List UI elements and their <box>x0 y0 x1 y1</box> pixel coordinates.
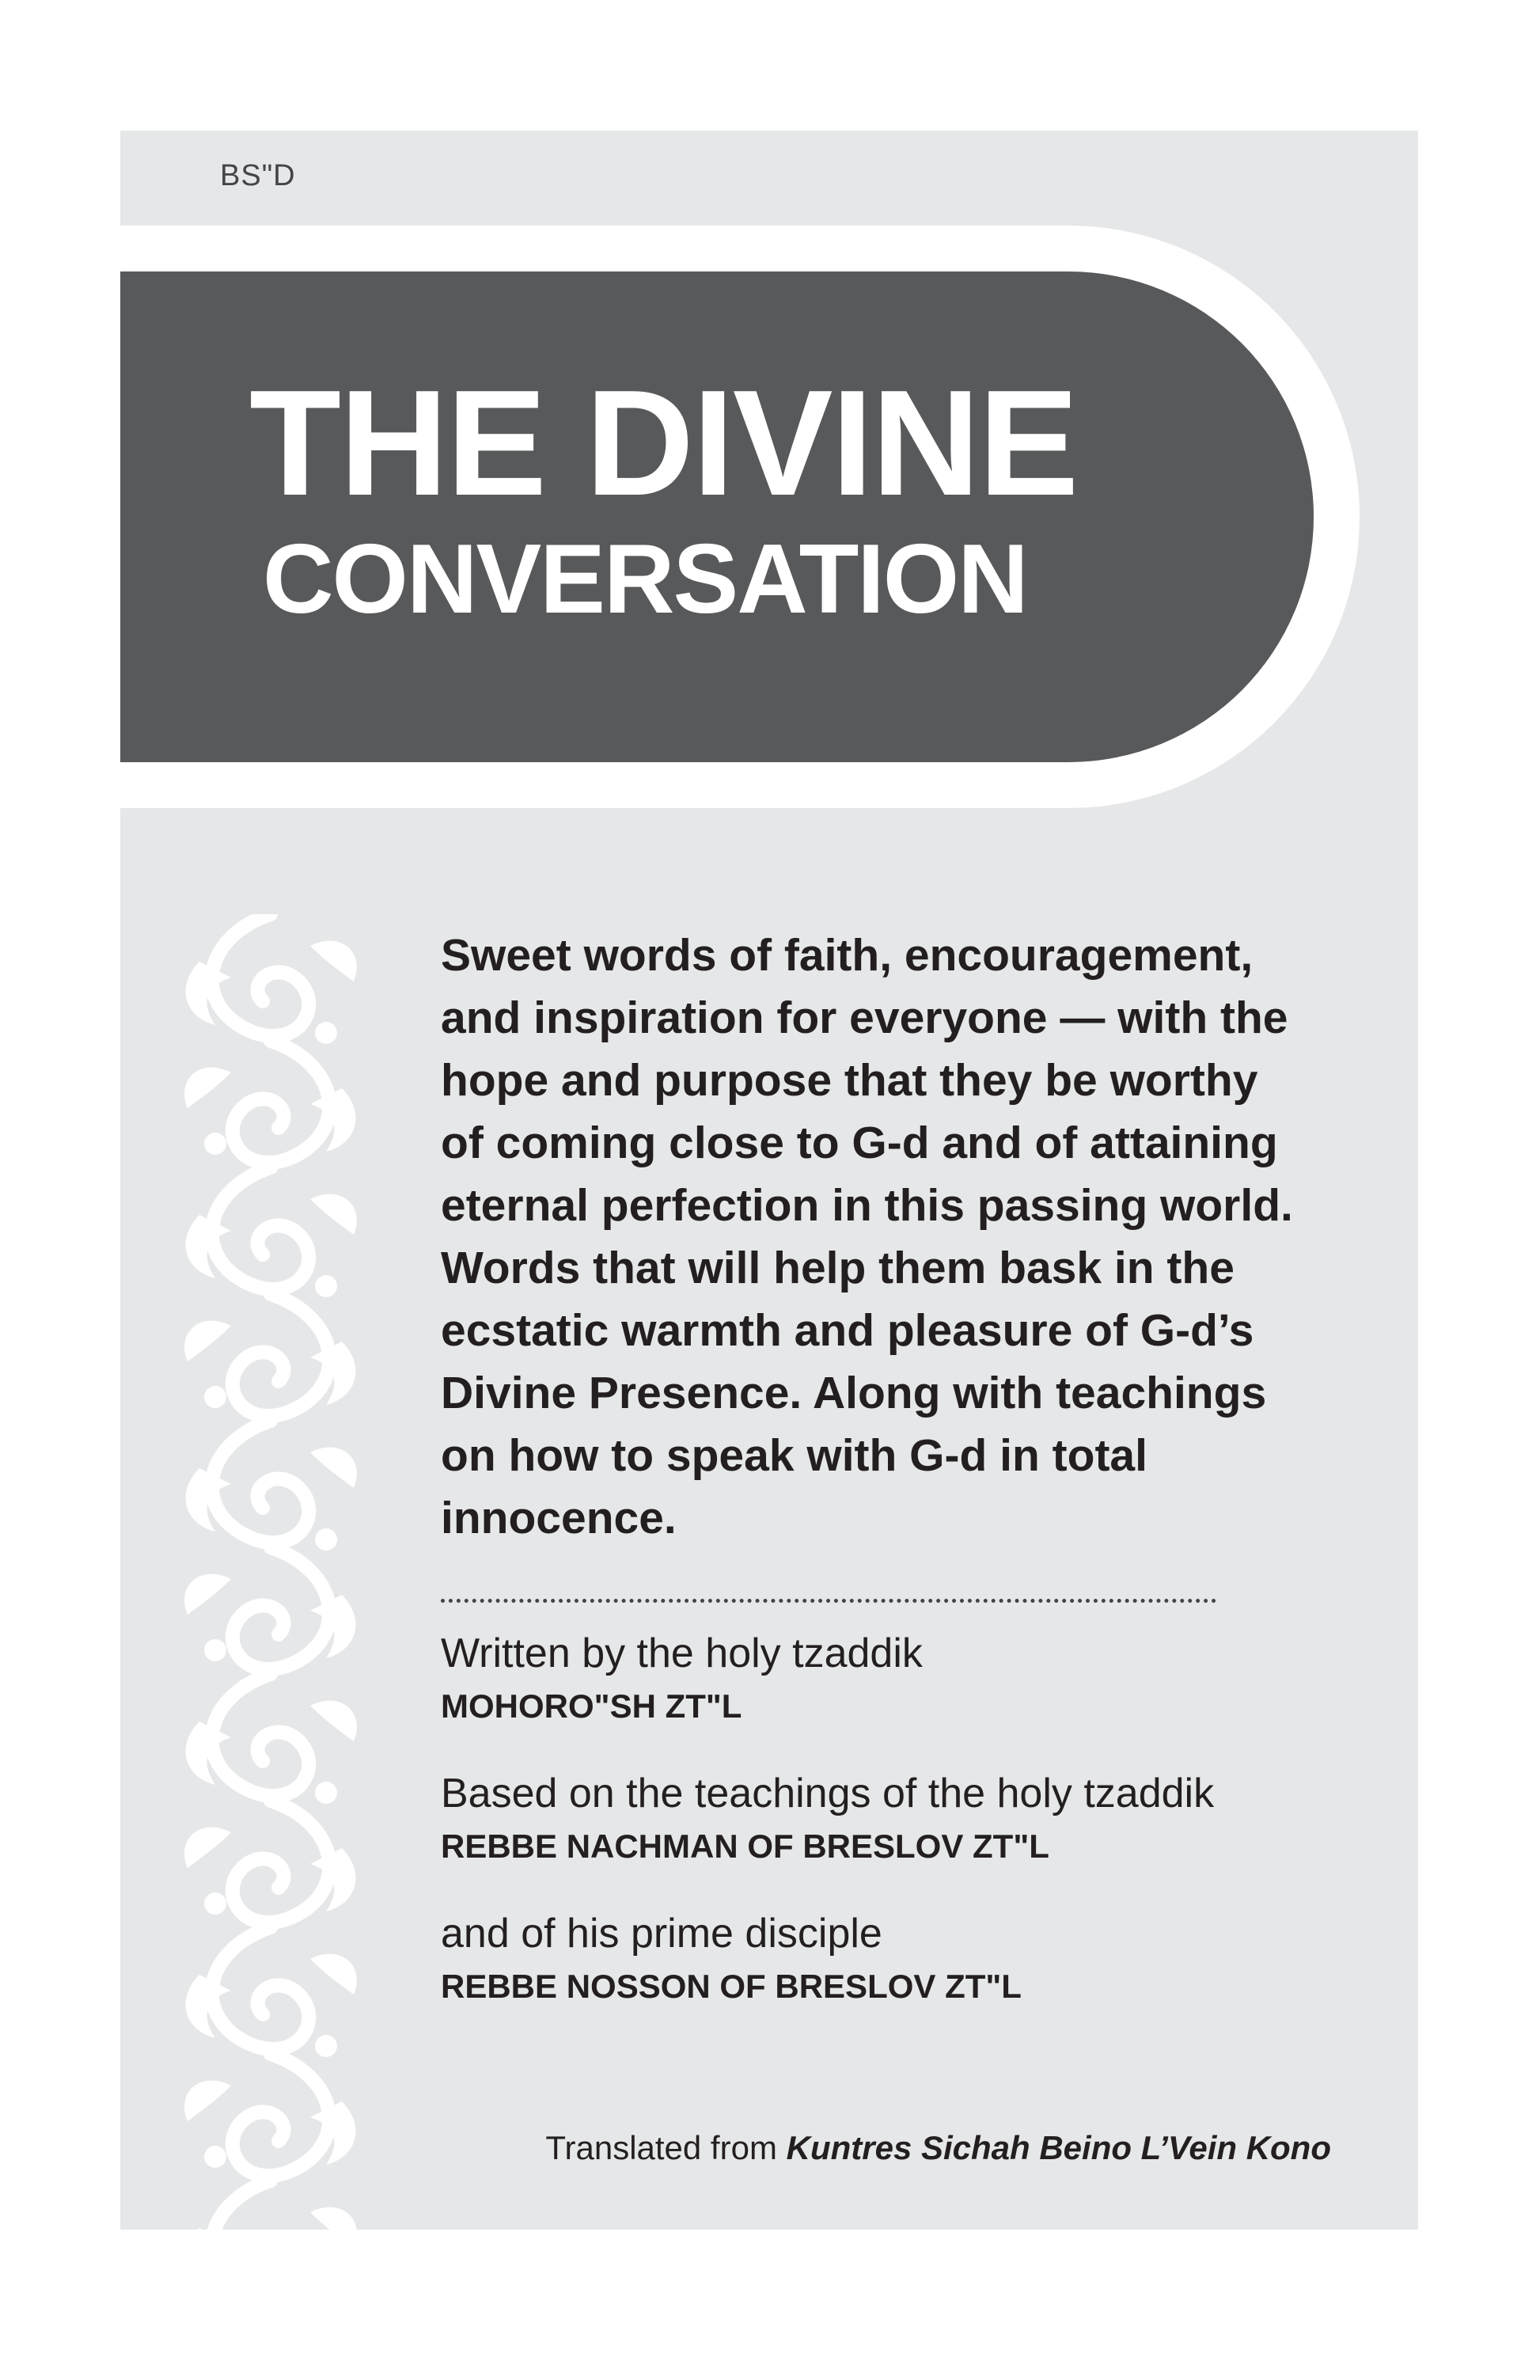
dotted-divider <box>441 1599 1216 1603</box>
book-title: THE DIVINE <box>249 359 1078 527</box>
author-name: MOHORO"SH ZT"L <box>441 1687 742 1725</box>
disciple-name: REBBE NOSSON OF BRESLOV ZT"L <box>441 1968 1022 2005</box>
floral-ornament-icon <box>168 914 374 2230</box>
cover-page <box>120 131 1418 2230</box>
teachings-label: Based on the teachings of the holy tzaddik <box>441 1771 1215 1816</box>
translation-note <box>545 2131 1331 2165</box>
translation-prefix: Translated from <box>545 2129 787 2166</box>
author-label: Written by the holy tzaddik <box>441 1630 923 1676</box>
disciple-label: and of his prime disciple <box>441 1911 882 1957</box>
bsd-header: BS"D <box>220 159 296 192</box>
book-subtitle: CONVERSATION <box>263 525 1027 634</box>
intro-text: Sweet words of faith, encouragement, and inspiration for everyone — with the hope and purpose that they be worthy of coming close to G-d and of attaining eternal perfection in this passing world. Words that will help them bask in the ecstatic warmth and pleasure of G-d’s Divine Presence. Along with teachings on how to speak with G-d in total innocence. <box>441 930 1293 1543</box>
translation-source: Kuntres Sichah Beino L’Vein Kono <box>786 2129 1331 2166</box>
teacher-name: REBBE NACHMAN OF BRESLOV ZT"L <box>441 1828 1049 1865</box>
